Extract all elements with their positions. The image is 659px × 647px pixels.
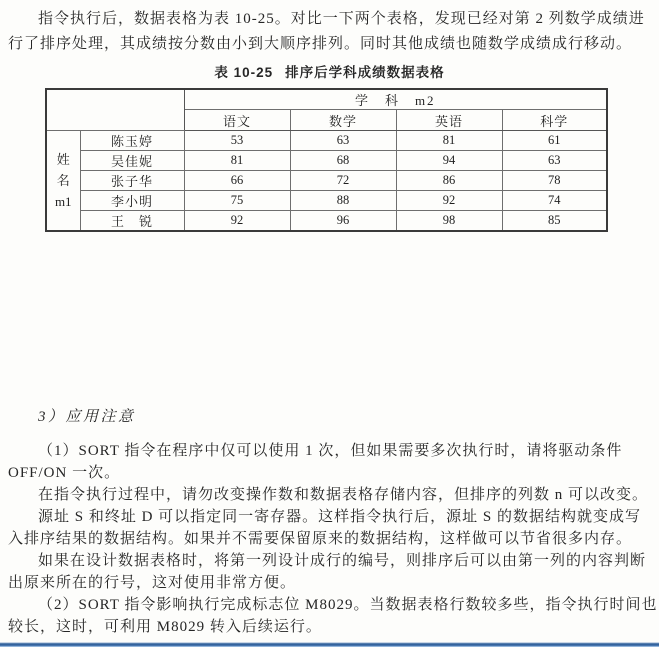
score-cell: 92 — [184, 211, 290, 232]
score-cell: 75 — [184, 191, 290, 211]
table-corner-cell — [46, 89, 184, 131]
note-line: （1）SORT 指令在程序中仅可以使用 1 次，但如果需要多次执行时，请将驱动条件 — [38, 443, 623, 459]
intro-line: 指令执行后，数据表格为表 10-25。对比一下两个表格，发现已经对第 2 列数学成绩进 — [38, 11, 645, 27]
col-header-science: 科学 — [502, 110, 607, 131]
table-caption-number: 表 10-25 — [214, 65, 274, 80]
score-cell: 66 — [184, 171, 290, 191]
student-name-cell: 陈玉婷 — [80, 131, 184, 151]
score-cell: 74 — [502, 191, 607, 211]
row-group-char: 名 — [56, 173, 70, 188]
score-cell: 53 — [184, 131, 290, 151]
student-name-cell: 张子华 — [80, 171, 184, 191]
score-cell: 98 — [396, 211, 502, 232]
row-group-char: m1 — [54, 194, 72, 209]
col-header-chinese: 语文 — [184, 110, 290, 131]
scores-table — [45, 88, 608, 232]
score-cell: 88 — [290, 191, 396, 211]
col-header-math: 数学 — [290, 110, 396, 131]
note-line: 源址 S 和终址 D 可以指定同一寄存器。这样指令执行后，源址 S 的数据结构就变成写 — [38, 509, 642, 525]
col-header-english: 英语 — [396, 110, 502, 131]
table-caption-title: 排序后学科成绩数据表格 — [285, 65, 445, 80]
intro-paragraph — [8, 7, 652, 57]
student-name-cell: 吴佳妮 — [80, 151, 184, 171]
score-cell: 96 — [290, 211, 396, 232]
note-line: （2）SORT 指令影响执行完成标志位 M8029。当数据表格行数较多些，指令执行时间也 — [38, 597, 658, 613]
note-line: 较长，这时，可利用 M8029 转入后续运行。 — [8, 619, 322, 635]
score-cell: 92 — [396, 191, 502, 211]
note-line: 在指令执行过程中，请勿改变操作数和数据表格存储内容，但排序的列数 n 可以改变。 — [38, 487, 649, 503]
bottom-accent-bar — [0, 642, 659, 647]
student-name-cell: 王 锐 — [80, 211, 184, 232]
score-cell: 63 — [290, 131, 396, 151]
score-cell: 85 — [502, 211, 607, 232]
note-line: 入排序结果的数据结构。如果并不需要保留原来的数据结构，这样做可以节省很多内存。 — [8, 531, 633, 547]
score-cell: 61 — [502, 131, 607, 151]
score-cell: 72 — [290, 171, 396, 191]
student-name-cell: 李小明 — [80, 191, 184, 211]
note-line: 如果在设计数据表格时，将第一列设计成行的编号，则排序后可以由第一列的内容判断 — [38, 553, 647, 569]
score-cell: 63 — [502, 151, 607, 171]
row-group-label — [46, 131, 80, 232]
application-notes — [8, 406, 658, 638]
note-line: 出原来所在的行号，这对使用非常方便。 — [8, 575, 297, 591]
score-cell: 86 — [396, 171, 502, 191]
table-caption — [0, 61, 659, 81]
notes-heading: 3）应用注意 — [38, 409, 136, 425]
score-cell: 94 — [396, 151, 502, 171]
group-header-cell: 学 科 m2 — [184, 89, 607, 110]
score-cell: 78 — [502, 171, 607, 191]
score-cell: 81 — [396, 131, 502, 151]
note-line: OFF/ON 一次。 — [8, 465, 121, 481]
intro-line: 行了排序处理，其成绩按分数由小到大顺序排列。同时其他成绩也随数学成绩成行移动。 — [8, 36, 633, 52]
score-cell: 81 — [184, 151, 290, 171]
row-group-char: 姓 — [56, 152, 70, 167]
score-cell: 68 — [290, 151, 396, 171]
